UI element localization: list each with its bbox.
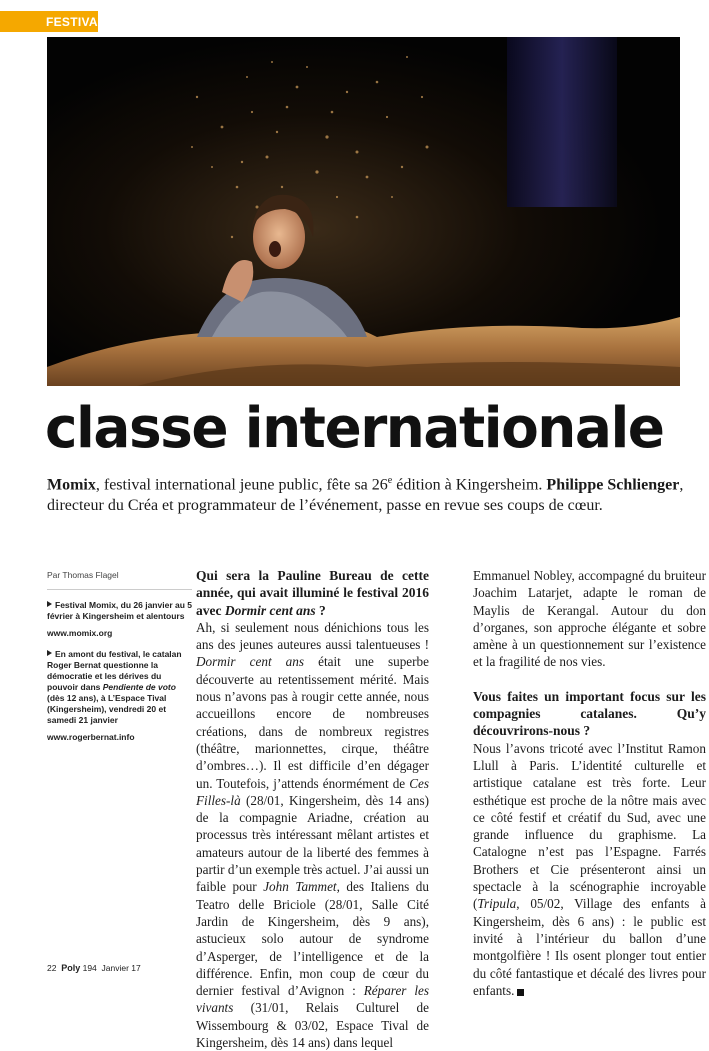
headline: classe internationale [45,396,664,461]
byline: Par Thomas Flagel [47,570,192,590]
info-rb-italic: Pendiente de voto [102,682,176,692]
magazine-brand: Poly [61,963,81,973]
a1-italic-3: John Tammet [263,879,337,895]
a2-text-b: , 05/02, Village des enfants à Kingersheim, dès 6 ans) : le public est invité à l’intérieur du ballon d’une montgolfière ! Ils osent plonger tout entier du côté fantastique et décalé des livres pour enfants. [473,896,706,998]
answer-2 [473,740,706,999]
sidebar [47,570,192,743]
end-mark-icon [517,989,524,996]
issue-date: Janvier 17 [101,963,141,973]
lead-momix: Momix [47,476,96,494]
lead-superscript: e [387,475,393,486]
lead-paragraph [47,470,687,516]
a1-text-c: (28/01, Kingersheim, dès 14 ans) de la compagnie Ariadne, création au processus très intéressant mêlant artistes et amateurs autour de la liberté des femmes à partir d’un exemple très actuel. J’ai aussi un faible pour [196,792,429,895]
a1-text-e: (31/01, Relais Culturel de Wissembourg & 03/02, Espace Tival de Kingersheim, dès 14 ans) dans lequel [196,1000,429,1051]
lead-name: Philippe Schlienger [546,476,680,494]
question-2: Vous faites un important focus sur les compagnies catalanes. Qu’y découvrirons-nous ? [473,688,706,739]
a2-italic: Tripula [477,896,517,912]
a1-text-a: Ah, si seulement nous dénichions tous les ans des jeunes auteures aussi talentueuses ! [196,619,429,653]
answer-1 [196,619,429,1051]
lead-text-3: , directeur du Créa et programmateur de l’événement, passe en revue ses coups de cœur. [47,476,684,515]
link-rogerbernat[interactable]: www.rogerbernat.info [47,732,135,742]
a1-italic-1: Dormir cent ans [196,654,305,670]
lead-text-1: , festival international jeune public, fête sa 26 [95,476,388,494]
lead-text-2: édition à Kingersheim. [392,476,547,494]
a2-text-a: Nous l’avons tricoté avec l’Institut Ramon Llull à Paris. L’identité culturelle et artistique catalane est très forte. Leur esthétique est proche de la nôtre mais avec ce côté festif et créatif du Sud, avec une grande influence du graphisme. La Catalogne n’est pas l’Espagne. Farrés Brothers et Cie présenteront ainsi un spectacle à la scénographie incroyable ( [473,740,706,912]
column-2 [473,567,706,999]
info-rb-text-b: (dès 12 ans), à L’Espace Tival (Kingersheim), vendredi 20 et samedi 21 janvier [47,693,167,725]
info-roger-bernat [47,649,192,726]
section-tag: FESTIVAL [0,11,98,32]
a1-text-d: , des Italiens du Teatro delle Briciole (28/01, Salle Cité Jardin de Kingersheim, dès 9 ans), astucieux solo autour de syndrome d’Asperger, de l’intelligence et de la différence. Enfin, mon coup de cœur du dernier festival d’Avignon : [196,879,429,999]
issue-number: 194 [82,963,97,973]
info-festival [47,600,192,622]
answer-1-continued: Emmanuel Nobley, accompagné du bruiteur Joachim Latarjet, adapte le roman de Maylis de Kerangal. Autour du don d’organes, son approche élégante et sobre amène à un questionnement sur l’existence et la fragilité de nos vies. [473,568,706,670]
header-photo [47,37,680,386]
question-1 [196,567,429,619]
a1-italic-2: Ces Filles-là [196,775,429,808]
page-number: 22 [47,963,57,973]
triangle-bullet-icon [47,650,52,656]
q1-text-b: ? [315,602,326,618]
column-1 [196,567,429,1051]
info-festival-text: Festival Momix, du 26 janvier au 5 février à Kingersheim et alentours [47,600,192,621]
a1-text-b: était une superbe découverte au retentissement mérité. Mais nous n’avons pas à rougir cette année, nous accueillons encore de nombreuses créations, dans de nombreux registres (théâtre, marionnettes, cirque, théâtre d’ombres…). Il est difficile d’en dégager un. Toutefois, j’attends énormément de [196,654,429,791]
a1-italic-4: Réparer les vivants [196,983,430,1016]
q1-italic: Dormir cent ans [224,602,316,618]
page-footer [47,963,141,973]
link-momix[interactable]: www.momix.org [47,628,113,638]
triangle-bullet-icon [47,601,52,607]
q1-text-a: Qui sera la Pauline Bureau de cette année, qui avait illuminé le festival 2016 avec [196,568,429,618]
info-rb-text-a: En amont du festival, le catalan Roger Bernat questionne la démocratie et les dérives du pouvoir dans [47,649,182,692]
